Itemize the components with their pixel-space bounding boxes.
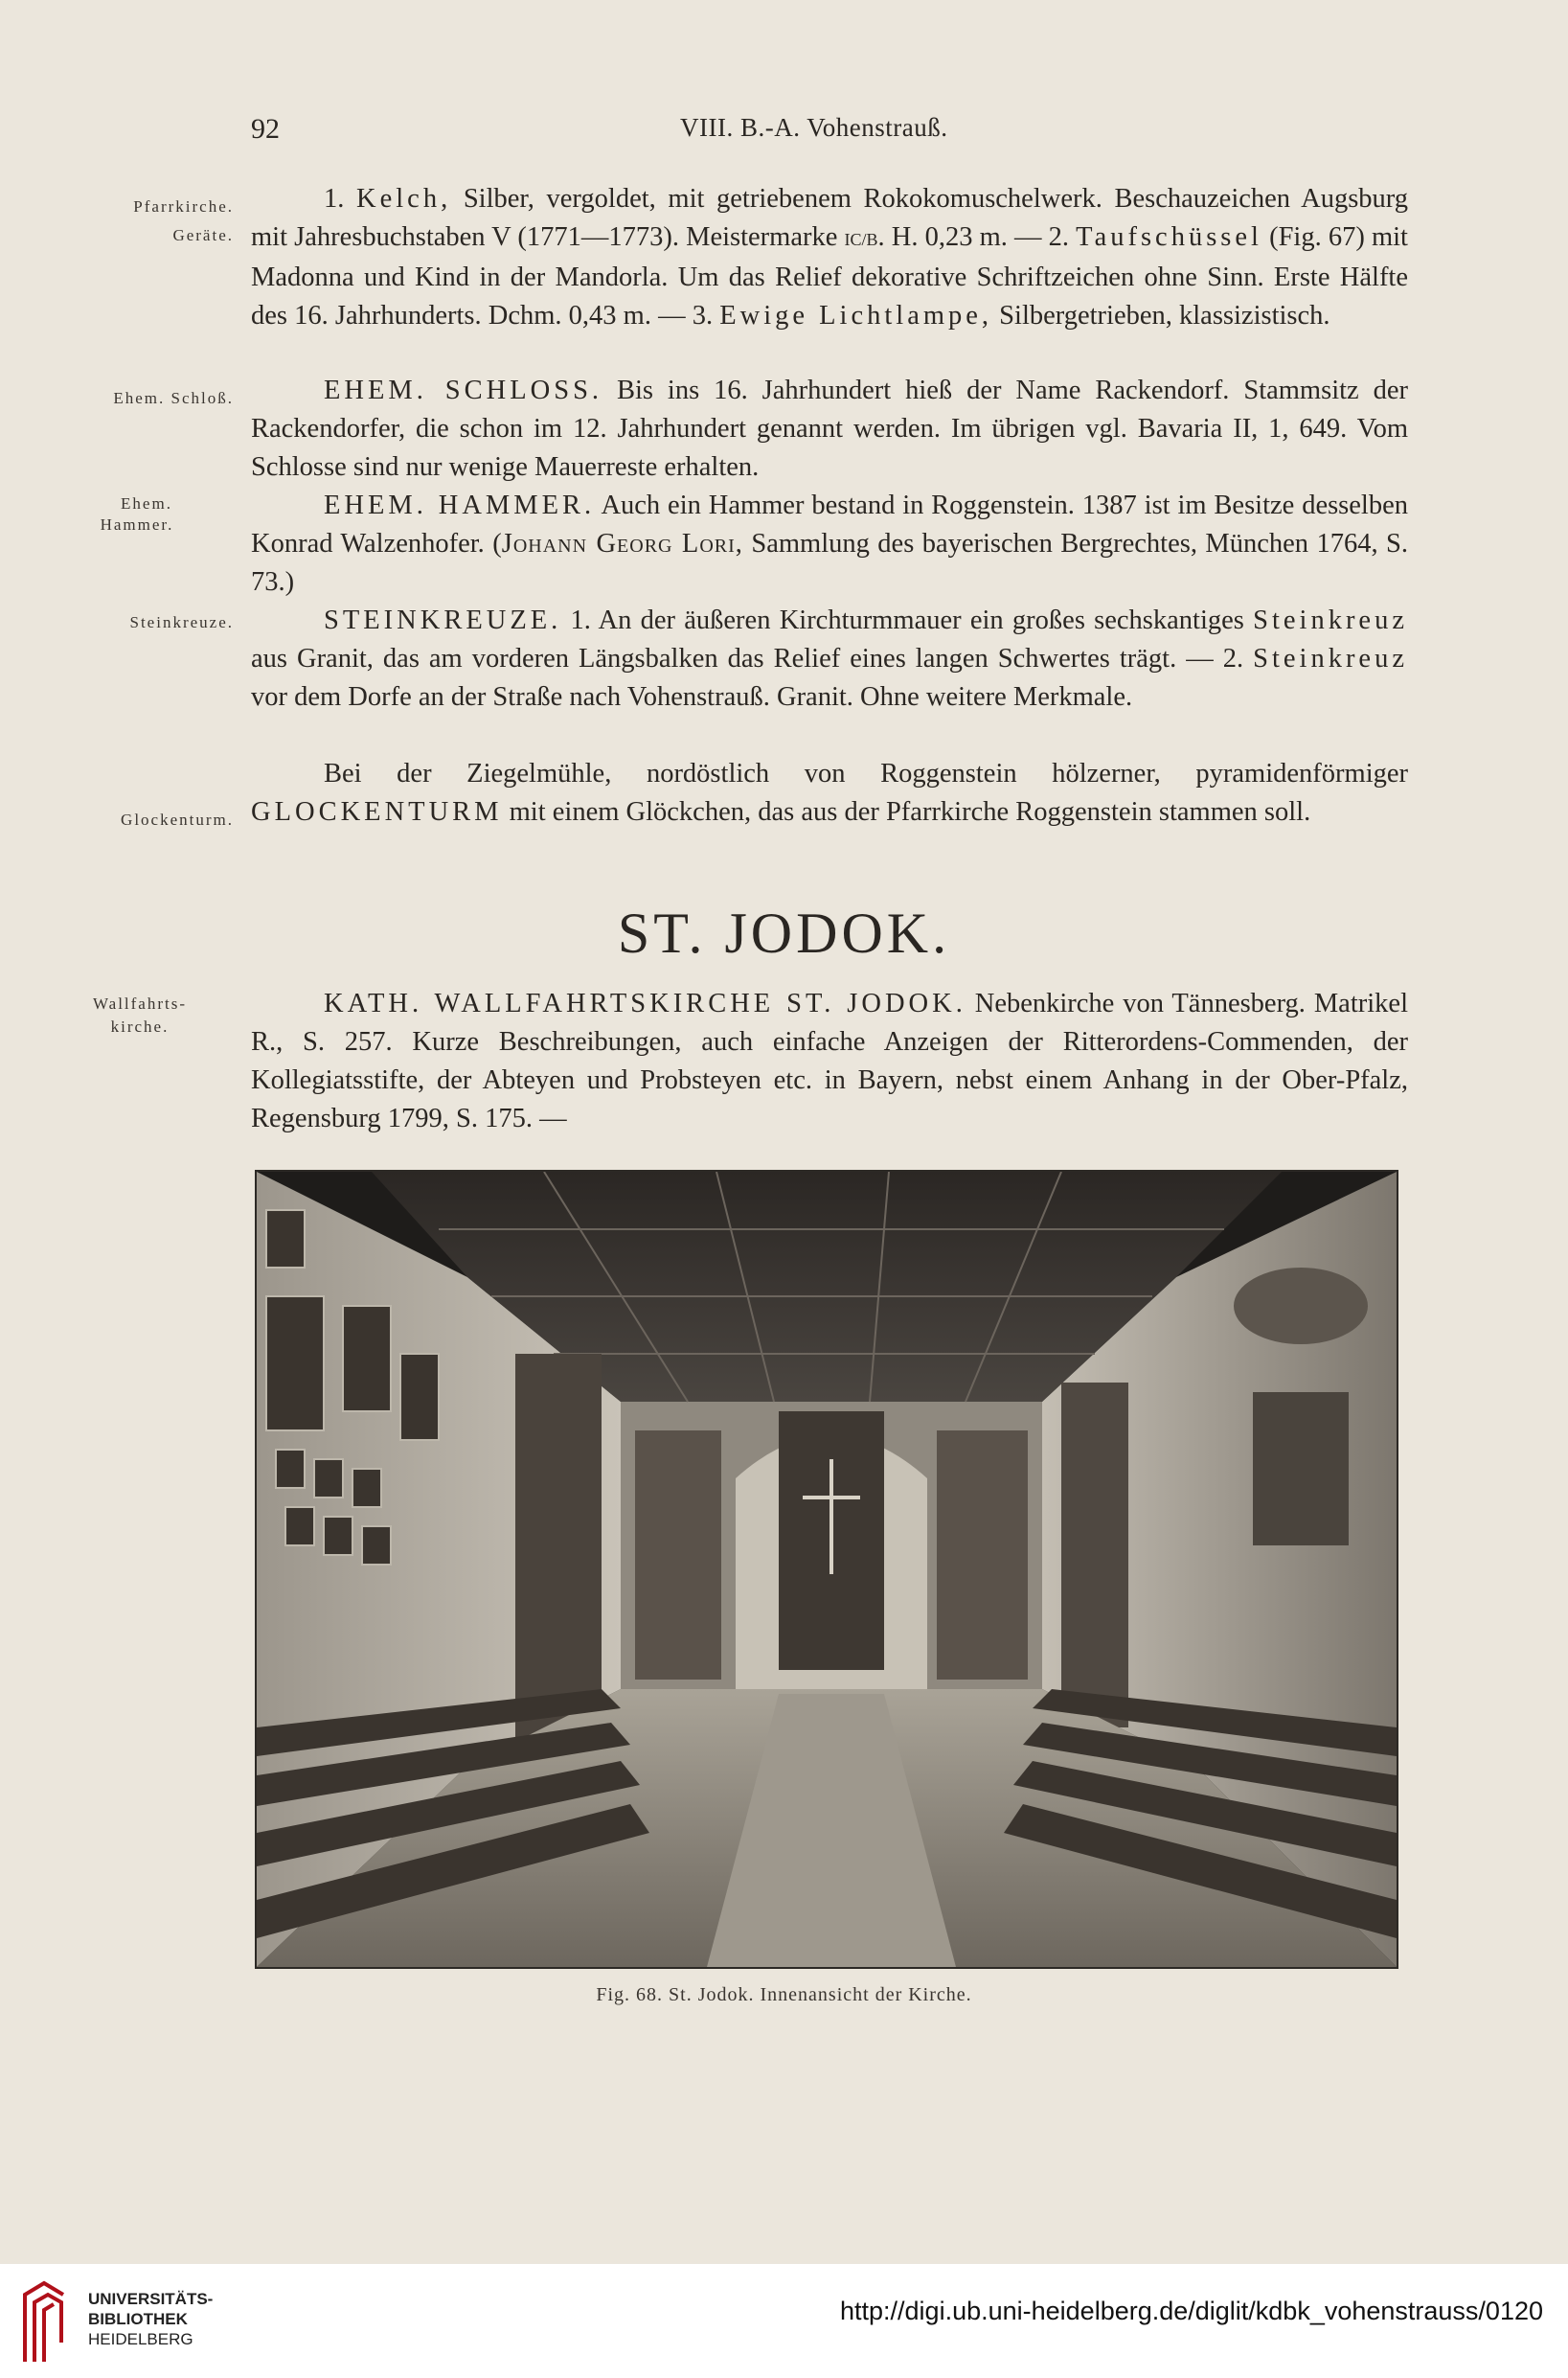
paragraph-hammer: EHEM. HAMMER. Auch ein Hammer bestand in Roggenstein. 1387 ist im Besitze desselben Konrad Walzenhofer. (Johann Georg Lori, Sammlung des bayerischen Bergrechtes, München 1764, S. 73.) <box>251 491 1408 597</box>
church-interior-photo <box>255 1170 1398 1969</box>
margin-note-pfarrkirche: Pfarrkirche. <box>133 197 234 216</box>
digital-library-link[interactable]: http://digi.ub.uni-heidelberg.de/diglit/kdbk_vohenstrauss/0120 <box>840 2297 1543 2325</box>
heading-steinkreuze: STEINKREUZE. <box>324 606 562 635</box>
library-logo-icon <box>19 2275 73 2367</box>
term-taufschuessel: Taufschüssel <box>1076 222 1262 252</box>
section-title: ST. JODOK. <box>617 902 951 965</box>
term-lichtlampe: Ewige Lichtlampe, <box>719 301 993 331</box>
margin-note-glockenturm: Glockenturm. <box>121 811 234 829</box>
running-head <box>0 113 1568 151</box>
margin-note-schloss: Ehem. Schloß. <box>113 389 234 407</box>
term-steinkreuz-1: Steinkreuz <box>1253 606 1408 635</box>
paragraph-wallfahrtskirche: KATH. WALLFAHRTSKIRCHE ST. JODOK. Nebenkirche von Tännesberg. Matrikel R., S. 257. Kurze Beschreibungen, auch einfache Anzeigen der Ritterordens-Commenden, der Kollegiatsstifte, der Abteyen und Probsteyen etc. in Bayern, nebst einem Anhang in der Ober-Pfalz, Regensburg 1799, S. 175. — <box>251 989 1408 1133</box>
margin-note-hammer-2: Hammer. <box>100 515 174 534</box>
term-steinkreuz-2: Steinkreuz <box>1253 644 1408 674</box>
page-number: 92 <box>251 113 280 145</box>
paragraph-geraete: 1. Kelch, Silber, vergoldet, mit getriebenem Rokokomuschelwerk. Beschauzeichen Augsburg mit Jahresbuchstaben V (1771—1773). Meistermarke IC/B. H. 0,23 m. — 2. Taufschüssel (Fig. 67) mit Madonna und Kind in der Mandorla. Um das Relief dekorative Schriftzeichen ohne Sinn. Erste Hälfte des 16. Jahrhunderts. Dchm. 0,43 m. — 3. Ewige Lichtlampe, Silbergetrieben, klassizistisch. <box>251 184 1409 331</box>
author-lori: Johann Georg Lori, <box>501 529 743 559</box>
paragraph-steinkreuze: STEINKREUZE. 1. An der äußeren Kirchturmmauer ein großes sechskantiges Steinkreuz aus Granit, das am vorderen Längsbalken das Relief eines langen Schwertes trägt. — 2. Steinkreuz vor dem Dorfe an der Straße nach Vohenstrauß. Granit. Ohne weitere Merkmale. <box>251 606 1408 712</box>
heading-glockenturm: GLOCKENTURM <box>251 797 503 827</box>
term-kelch: Kelch, <box>356 184 452 214</box>
paragraph-glockenturm: Bei der Ziegelmühle, nordöstlich von Roggenstein hölzerner, pyramidenförmiger GLOCKENTURM mit einem Glöckchen, das aus der Pfarrkirche Roggenstein stammen soll. <box>251 759 1408 827</box>
library-name: UNIVERSITÄTS- BIBLIOTHEK HEIDELBERG <box>88 2290 214 2348</box>
margin-note-wallfahrt-1: Wallfahrts- <box>92 995 188 1013</box>
running-title: VIII. B.-A. Vohenstrauß. <box>680 113 948 142</box>
heading-schloss: EHEM. SCHLOSS. <box>324 376 603 405</box>
margin-note-steinkreuze: Steinkreuze. <box>129 613 234 631</box>
paragraph-schloss: EHEM. SCHLOSS. Bis ins 16. Jahrhundert hieß der Name Rackendorf. Stammsitz der Rackendorfer, die schon im 12. Jahrhundert genannt werden. Im übrigen vgl. Bavaria II, 1, 649. Vom Schlosse sind nur wenige Mauerreste erhalten. <box>251 376 1408 482</box>
heading-hammer: EHEM. HAMMER. <box>324 491 596 520</box>
margin-note-geraete: Geräte. <box>172 226 234 244</box>
heading-wallfahrtskirche: KATH. WALLFAHRTSKIRCHE ST. JODOK. <box>324 989 966 1018</box>
figure-caption: Fig. 68. St. Jodok. Innenansicht der Kirche. <box>596 1984 972 2005</box>
margin-note-hammer-1: Ehem. <box>121 494 172 513</box>
mastermark: IC/B <box>844 230 878 249</box>
margin-note-wallfahrt-2: kirche. <box>110 1018 170 1036</box>
digitization-footer <box>0 2264 1568 2378</box>
